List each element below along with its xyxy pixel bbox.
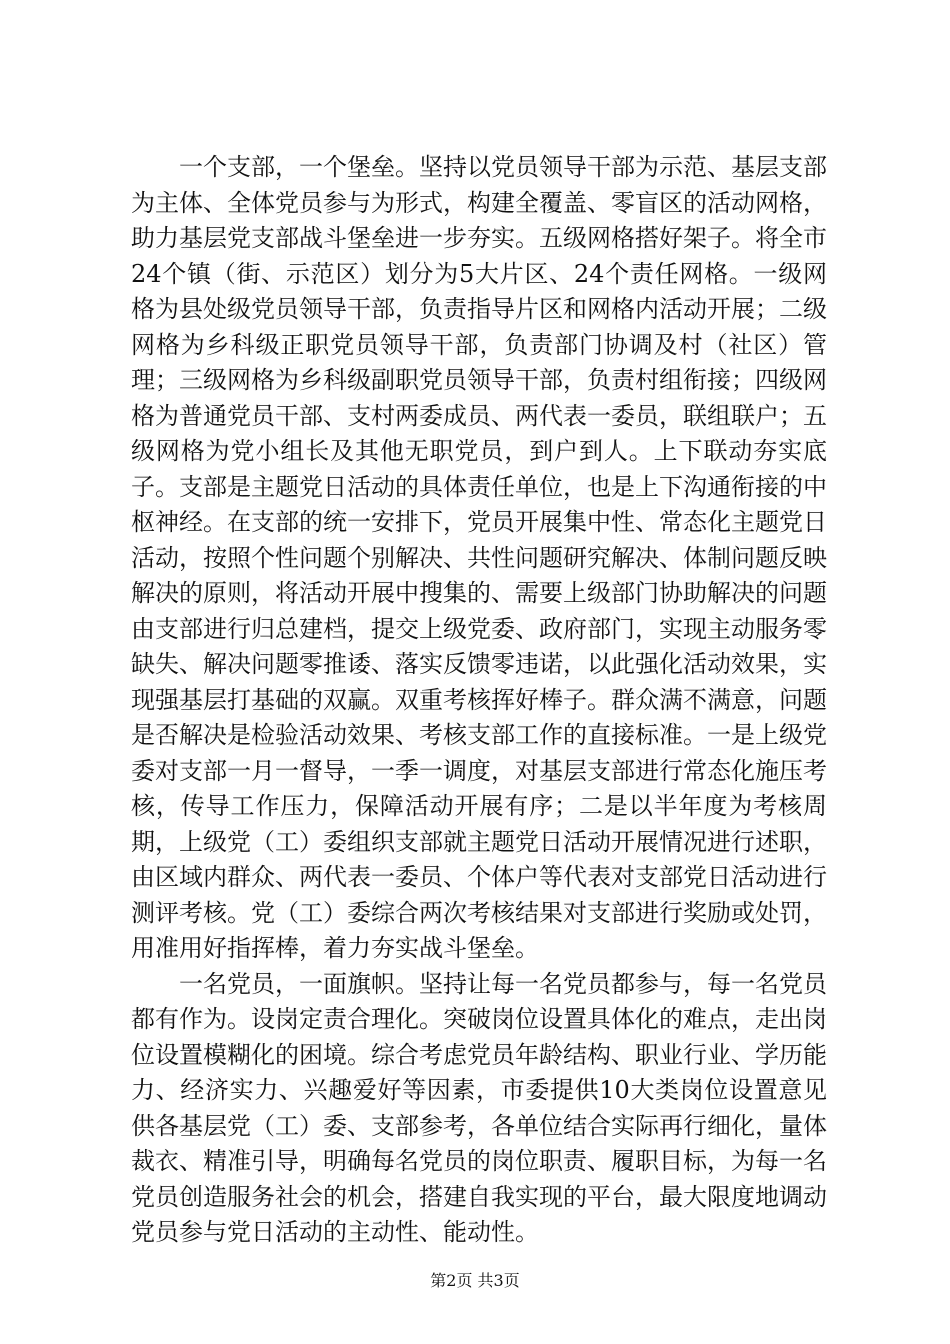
document-body (131, 150, 827, 1251)
paragraph-party-member-flag: 一名党员，一面旗帜。坚持让每一名党员都参与，每一名党员都有作为。设岗定责合理化。突破岗位设置具体化的难点，走出岗位设置模糊化的困境。综合考虑党员年龄结构、职业行业、学历能力、经济实力、兴趣爱好等因素，市委提供10大类岗位设置意见供各基层党（工）委、支部参考，各单位结合实际再行细化，量体裁衣、精准引导，明确每名党员的岗位职责、履职目标，为每一名党员创造服务社会的机会，搭建自我实现的平台，最大限度地调动党员参与党日活动的主动性、能动性。 (131, 969, 827, 1246)
page-number-footer: 第2页 共3页 (430, 1271, 520, 1290)
paragraph-branch-fortress: 一个支部，一个堡垒。坚持以党员领导干部为示范、基层支部为主体、全体党员参与为形式，构建全覆盖、零盲区的活动网格，助力基层党支部战斗堡垒进一步夯实。五级网格搭好架子。将全市24个镇（街、示范区）划分为5大片区、24个责任网格。一级网格为县处级党员领导干部，负责指导片区和网格内活动开展；二级网格为乡科级正职党员领导干部，负责部门协调及村（社区）管理；三级网格为乡科级副职党员领导干部，负责村组衔接；四级网格为普通党员干部、支村两委成员、两代表一委员，联组联户；五级网格为党小组长及其他无职党员，到户到人。上下联动夯实底子。支部是主题党日活动的具体责任单位，也是上下沟通衔接的中枢神经。在支部的统一安排下，党员开展集中性、常态化主题党日活动，按照个性问题个别解决、共性问题研究解决、体制问题反映解决的原则，将活动开展中搜集的、需要上级部门协助解决的问题由支部进行归总建档，提交上级党委、政府部门，实现主动服务零缺失、解决问题零推诿、落实反馈零违诺，以此强化活动效果，实现强基层打基础的双赢。双重考核挥好棒子。群众满不满意，问题是否解决是检验活动效果、考核支部工作的直接标准。一是上级党委对支部一月一督导，一季一调度，对基层支部进行常态化施压考核，传导工作压力，保障活动开展有序；二是以半年度为考核周期，上级党（工）委组织支部就主题党日活动开展情况进行述职，由区域内群众、两代表一委员、个体户等代表对支部党日活动进行测评考核。党（工）委综合两次考核结果对支部进行奖励或处罚，用准用好指挥棒，着力夯实战斗堡垒。 (131, 153, 827, 962)
